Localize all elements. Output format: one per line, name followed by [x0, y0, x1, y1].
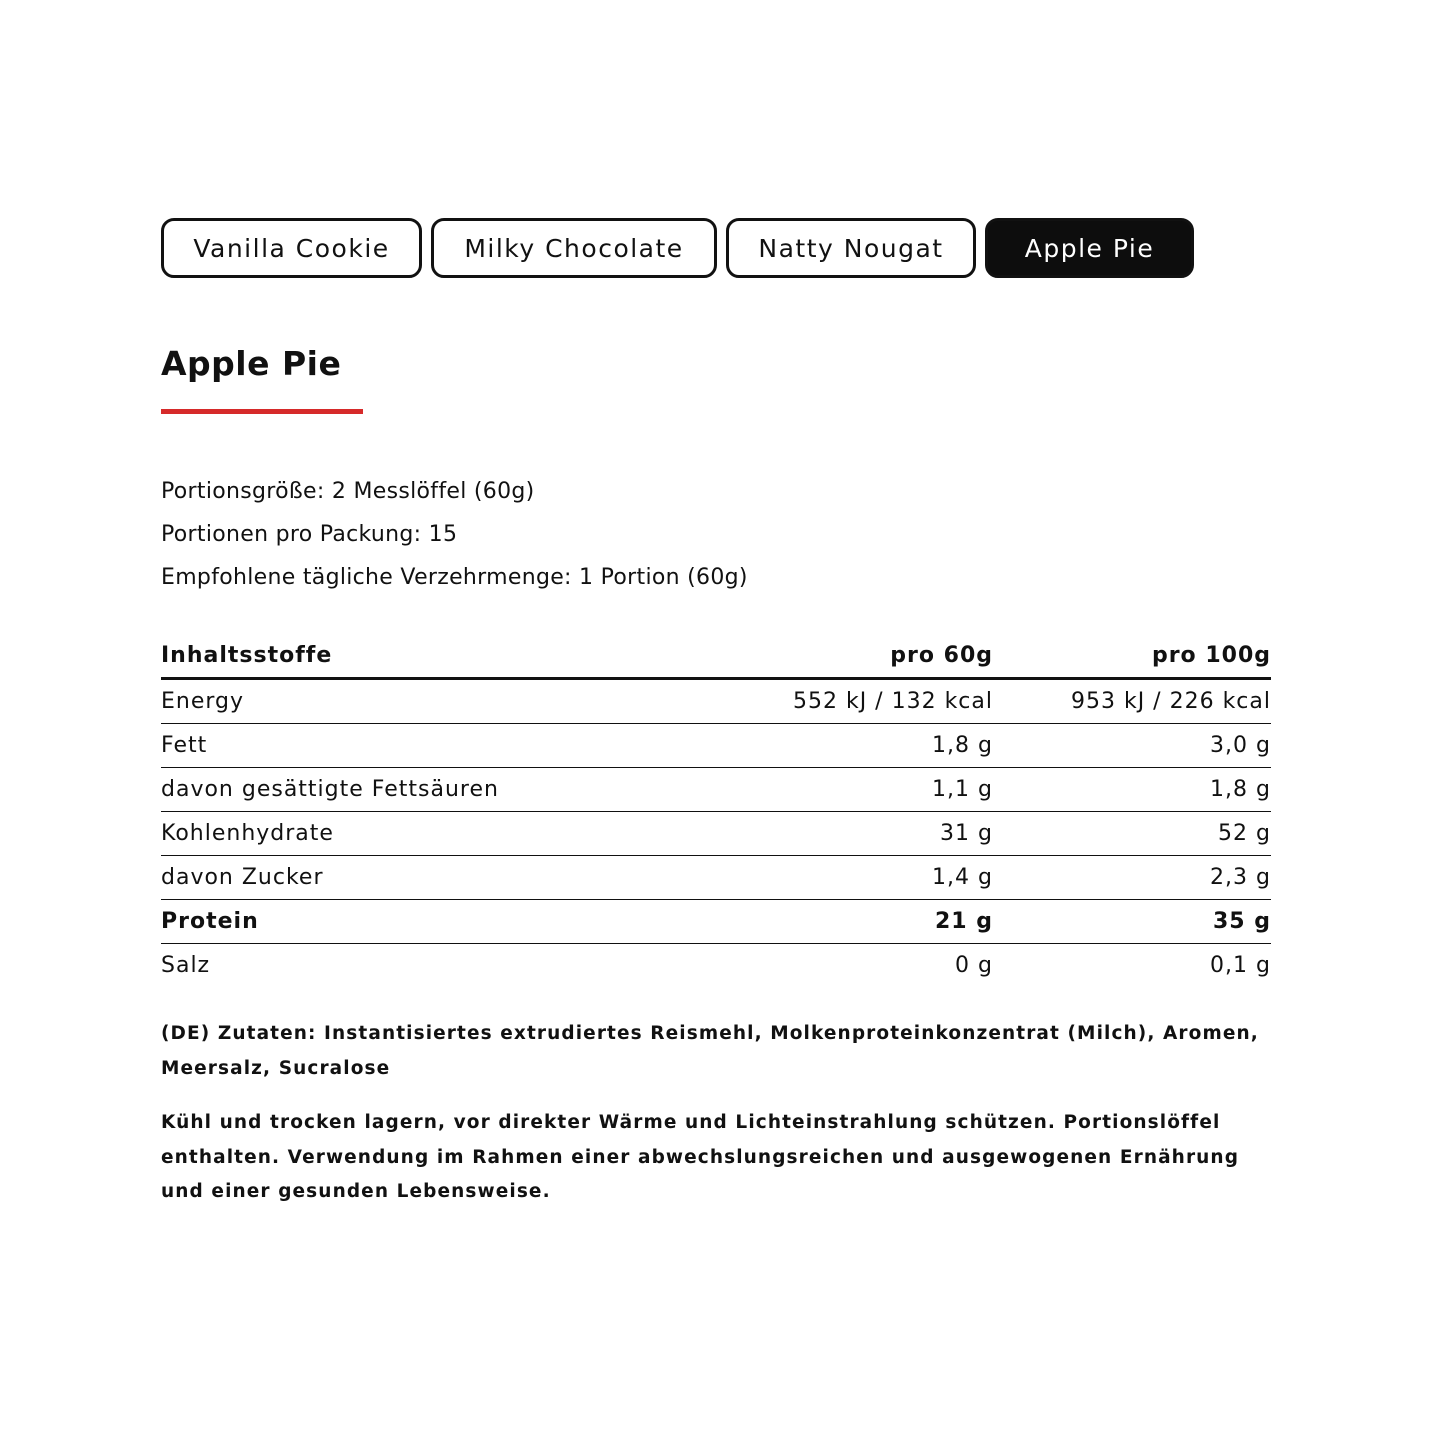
recommended-daily-intake: Empfohlene tägliche Verzehrmenge: 1 Portion (60g): [161, 565, 748, 590]
row-value-per-100g: 953 kJ / 226 kcal: [1070, 689, 1271, 714]
ingredients-text: (DE) Zutaten: Instantisiertes extrudiertes Reismehl, Molkenproteinkonzentrat (Milch), Aromen, Meersalz, Sucralose: [161, 1023, 1259, 1079]
row-label: davon gesättigte Fettsäuren: [161, 777, 499, 802]
column-header-per-100g: pro 100g: [1151, 642, 1271, 668]
row-value-per-60g: 31 g: [940, 821, 993, 846]
row-value-per-100g: 3,0 g: [1210, 733, 1271, 758]
table-row: [161, 724, 1271, 768]
row-value-per-100g: 52 g: [1218, 821, 1271, 846]
row-label: Fett: [161, 733, 208, 758]
row-value-per-100g: 0,1 g: [1210, 953, 1271, 978]
tab-apple-pie[interactable]: Apple Pie: [985, 218, 1194, 278]
row-value-per-100g: 35 g: [1212, 909, 1271, 934]
column-header-per-60g: pro 60g: [890, 642, 993, 668]
row-label: Energy: [161, 689, 245, 714]
serving-size: Portionsgröße: 2 Messlöffel (60g): [161, 479, 535, 504]
nutrition-table: [161, 633, 1271, 987]
row-value-per-60g: 0 g: [955, 953, 993, 978]
row-value-per-60g: 21 g: [934, 909, 993, 934]
row-value-per-100g: 1,8 g: [1210, 777, 1271, 802]
row-value-per-100g: 2,3 g: [1210, 865, 1271, 890]
product-title: Apple Pie: [161, 344, 342, 383]
table-row: [161, 856, 1271, 900]
product-notes: [161, 1017, 1271, 1210]
tab-milky-chocolate[interactable]: Milky Chocolate: [431, 218, 717, 278]
serving-info: [161, 470, 1271, 599]
row-label: davon Zucker: [161, 865, 324, 890]
table-row: [161, 812, 1271, 856]
column-header-ingredients: Inhaltsstoffe: [161, 642, 333, 668]
table-row: [161, 944, 1271, 987]
row-value-per-60g: 1,1 g: [932, 777, 993, 802]
row-value-per-60g: 1,8 g: [932, 733, 993, 758]
row-label: Kohlenhydrate: [161, 821, 334, 846]
table-row: [161, 768, 1271, 812]
row-value-per-60g: 1,4 g: [932, 865, 993, 890]
row-value-per-60g: 552 kJ / 132 kcal: [792, 689, 993, 714]
servings-per-pack: Portionen pro Packung: 15: [161, 522, 458, 547]
title-accent-divider: [161, 409, 363, 414]
table-header-row: [161, 633, 1271, 680]
table-row: [161, 900, 1271, 944]
tab-natty-nougat[interactable]: Natty Nougat: [726, 218, 976, 278]
row-label: Salz: [161, 953, 211, 978]
tab-vanilla-cookie[interactable]: Vanilla Cookie: [161, 218, 422, 278]
product-nutrition-panel: [161, 218, 1271, 1230]
row-label: Protein: [161, 909, 259, 934]
table-row: [161, 680, 1271, 724]
flavor-tabs: [161, 218, 1271, 278]
storage-instructions: Kühl und trocken lagern, vor direkter Wärme und Lichteinstrahlung schützen. Portionslöffel enthalten. Verwendung im Rahmen einer abwechslungsreichen und ausgewogenen Ernährung und einer gesunden Lebensweise.: [161, 1112, 1240, 1202]
